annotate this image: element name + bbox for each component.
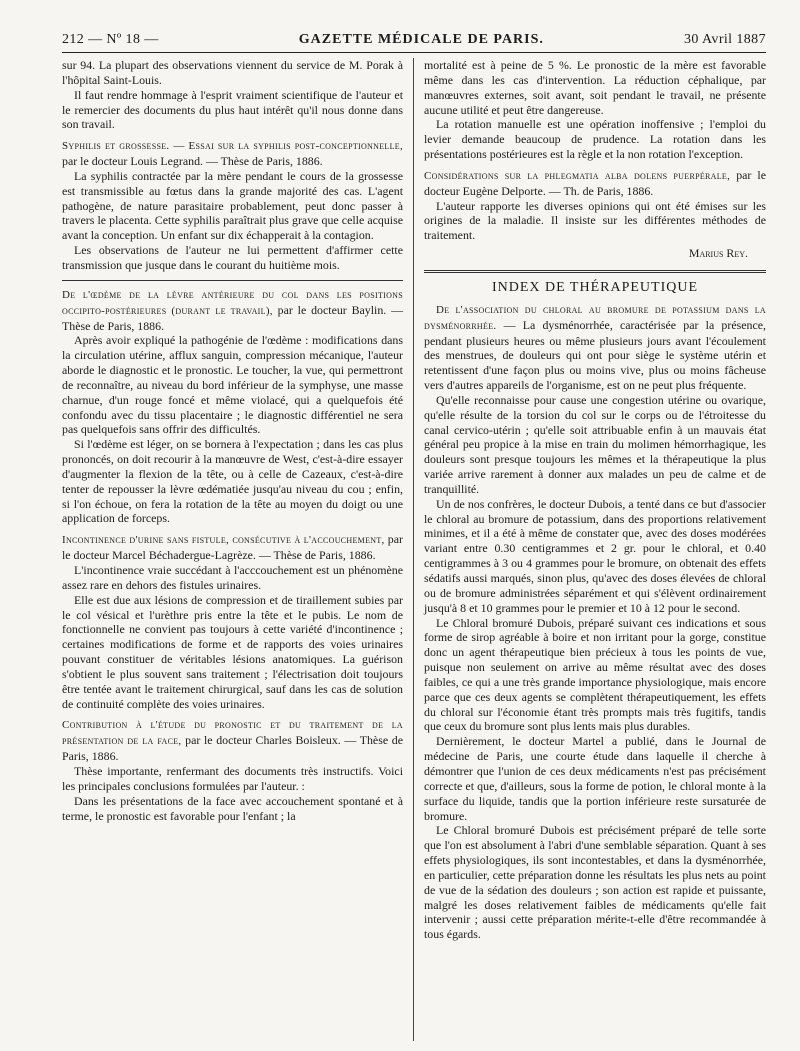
entry-title: Incontinence d'urine sans fistule, consécutive à l'accouchement, (62, 534, 385, 547)
page-number: 212 — Nº 18 — (62, 32, 159, 47)
paragraph: Dernièrement, le docteur Martel a publié, dans le Journal de médecine de Paris, une courte étude dans laquelle il cherche à démontrer que l'union de ces deux médicaments n'est pas précisément correcte et que, d'ailleurs, sous la forme de potion, le chloral monte à la surface du liquide, tandis que la portion inférieure reste sursaturée de bromure. (424, 734, 766, 823)
continued-paragraph: sur 94. La plupart des observations viennent du service de M. Porak à l'hôpital Saint-Louis. (62, 58, 403, 87)
right-column (414, 58, 766, 1041)
section-separator (424, 270, 766, 273)
paragraph: L'auteur rapporte les diverses opinions qui ont été émises sur les origines de la maladie. Il insiste sur les différentes méthodes de traitement. (424, 198, 766, 243)
paragraph: Dans les présentations de la face avec accouchement spontané et à terme, le pronostic est favorable pour l'enfant ; la (62, 793, 403, 823)
paragraph: Qu'elle reconnaisse pour cause une congestion utérine ou ovarique, qu'elle résulte de la torsion du col sur le corps ou de l'étroitesse du canal cervico-utérin ; qu'elle soit attribuable enfin à un mauvais état général peu propice à la mise en train du molimen hémorrhagique, les douleurs sont presque toujours les mêmes et la thérapeutique la plus variée arrive rarement à donner aux malades un peu de calme et de tranquillité. (424, 392, 766, 496)
index-subheading: De l'association du chloral au bromure de potassium dans la dysménorrhée. (424, 303, 766, 332)
paragraph: Thèse importante, renfermant des documents très instructifs. Voici les principales conclusions formulées par l'auteur. : (62, 763, 403, 793)
running-header (62, 20, 766, 53)
author-signature: Marius Rey. (688, 246, 748, 261)
continued-paragraph: mortalité est à peine de 5 %. Le pronostic de la mère est favorable même dans les cas d'intervention. La réduction céphalique, par manœuvres externes, soit avant, soit pendant le travail, ne présente aucune utilité et peut être dangereuse. (424, 58, 766, 117)
entry-byline: par le docteur Charles Boisleux. — Thèse de Paris, 1886. (62, 733, 403, 764)
paragraph: Les observations de l'auteur ne lui permettent d'affirmer cette transmission que jusque dans le courant du huitième mois. (62, 243, 403, 272)
entry-byline: par le docteur Baylin. — Thèse de Paris, 1886. (62, 302, 403, 333)
index-lead-text: — La dysménorrhée, caractérisée par la présence, pendant plusieurs heures ou même plusieurs jours avant l'écoulement des menstrues, de douleurs qui ont pour siège le système utérin et retentissent d'une façon plus ou moins vive, plus ou moins fâcheuse vers d'autres appareils de l'organisme, est on ne peut plus fréquente. (424, 317, 766, 393)
paragraph: L'incontinence vraie succédant à l'acccouchement est un phénomène assez rare en dehors des fistules urinaires. (62, 563, 403, 592)
journal-title: GAZETTE MÉDICALE DE PARIS. (298, 32, 544, 47)
entry-heading (62, 138, 403, 169)
entry-heading (62, 532, 403, 563)
entry-byline: par le docteur Eugène Delporte. — Th. de Paris, 1886. (424, 167, 766, 198)
paragraph: Le Chloral bromuré Dubois est précisément préparé de telle sorte que l'on est absolument à l'abri d'une semblable séparation. Quant à ses effets physiologiques, ils sont incontestables, et dans la dysménorrhée, en particulier, cette préparation donne les résultats les plus nets au point de vue de la sédation des douleurs ; son action est rapide et puissante, malgré les doses relativement faibles de médicaments qu'elle fait intervenir ; aussi cette préparation mérite-t-elle d'être recommandée à tous égards. (424, 823, 766, 942)
review-entry-face (62, 717, 403, 823)
entry-heading (424, 168, 766, 199)
text-columns (62, 58, 766, 1041)
entry-byline: par le docteur Marcel Béchadergue-Lagrèze. — Thèse de Paris, 1886. (62, 532, 403, 563)
paragraph: Un de nos confrères, le docteur Dubois, a tenté dans ce but d'associer le chloral au bromure de potassium, dans des proportions relativement minimes, et il a été à même de constater que, avec des doses modérées variant entre 0.30 centigrammes et 2 gr. pour le chloral, et 0.40 centigrammes à 3 ou 4 grammes pour le bromure, on obtenait des effets sédatifs aussi marqués, sinon plus, qu'avec des doses élevées de chloral ou de bromure administrées séparément et qui s'élèvent ordinairement jusqu'à 8 et 10 grammes pour le premier et 10 à 12 pour le second. (424, 496, 766, 615)
paragraph: La rotation manuelle est une opération inoffensive ; l'emploi du levier demande beaucoup de prudence. La rotation dans les présentations postérieures est la règle et la non rotation l'exception. (424, 117, 766, 162)
index-lead-paragraph (424, 302, 766, 393)
review-entry-incontinence (62, 532, 403, 711)
entry-byline: par le docteur Louis Legrand. — Thèse de Paris, 1886. (62, 154, 323, 169)
entry-heading (62, 287, 403, 334)
entry-title: Contribution à l'étude du pronostic et du traitement de la présentation de la face, (62, 719, 403, 748)
section-title: INDEX DE THÉRAPEUTIQUE (491, 279, 699, 295)
separator (62, 280, 403, 281)
paragraph: Elle est due aux lésions de compression et de tiraillement subies par le col vésical et l'urèthre pris entre la tête et le pubis. Le nom de fonctionnelle ne convient pas toujours à cette variété d'incontinence ; certaines modifications de forme et de rapports des voies urinaires pouvant constituer de véritables lésions anatomiques. La guérison s'obtient le plus souvent sans traitement ; l'électrisation doit toujours être tentée avant le traitement chirurgical, sauf dans les cas de solution de continuité complète des voies urinaires. (62, 592, 403, 711)
review-entry-oedeme (62, 287, 403, 527)
entry-title: Considérations sur la phlegmatia alba dolens puerpérale, (424, 169, 731, 182)
paragraph: Après avoir expliqué la pathogénie de l'œdème : modifications dans la circulation utérine, afflux sanguin, compression mécanique, l'auteur aborde le diagnostic et le pronostic. Le toucher, la vue, qui permettront de reconnaître, au niveau du bord inférieur de la symphyse, une masse charnue, d'un rouge foncé et même violacé, qui a quelquefois été confondu avec du tissu placentaire ; le diagnostic différentiel ne sera pas quelquefois sans offrir des difficultés. (62, 333, 403, 437)
paragraph: La syphilis contractée par la mère pendant le cours de la grossesse est transmissible au fœtus dans la grande majorité des cas. L'agent pathogène, de nature parasitaire probablement, peut donc passer à travers le placenta. Cette syphilis paraîtrait plus grave que celle acquise avant la conception. Un enfant sur dix échapperait à la contagion. (62, 168, 403, 243)
entry-heading (62, 717, 403, 764)
paragraph: Le Chloral bromuré Dubois, préparé suivant ces indications et sous forme de sirop agréable à boire et non irritant pour la gorge, constitue donc un agent thérapeutique bien précieux à tous les points de vue, puisque non seulement on arrive au même résultat avec des doses faibles, ce qui a une très grande importance physiologique, mais encore parce que ces deux agents se complètent thérapeutiquement, les effets du chloral sur l'économie étant très prompts mais très fugitifs, tandis que ceux du bromure sont plus lents mais plus durables. (424, 615, 766, 734)
left-column (62, 58, 414, 1041)
review-entry-syphilis (62, 138, 403, 273)
paragraph: Si l'œdème est léger, on se bornera à l'expectation ; dans les cas plus prononcés, on doit recourir à la manœuvre de West, c'est-à-dire essayer d'augmenter la flexion de la tête, ou à celle de Cazeaux, c'est-à-dire tenter de repousser la lèvre œdématiée jusqu'au niveau du cou ; enfin, si l'on échoue, on fera la rotation de la tête au moyen du doigt ou une application de forceps. (62, 437, 403, 526)
issue-date: 30 Avril 1887 (684, 32, 766, 47)
review-entry-phlegmatia (424, 168, 766, 261)
paragraph: Il faut rendre hommage à l'esprit vraiment scientifique de l'auteur et le remercier des documents du plus haut intérêt qu'il nous donne dans son travail. (62, 87, 403, 132)
entry-title: De l'œdème de la lèvre antérieure du col dans les positions occipito-postérieures (durant le travail), (62, 288, 403, 317)
entry-title: Syphilis et grossesse. — Essai sur la syphilis post-conceptionnelle, (62, 140, 403, 153)
